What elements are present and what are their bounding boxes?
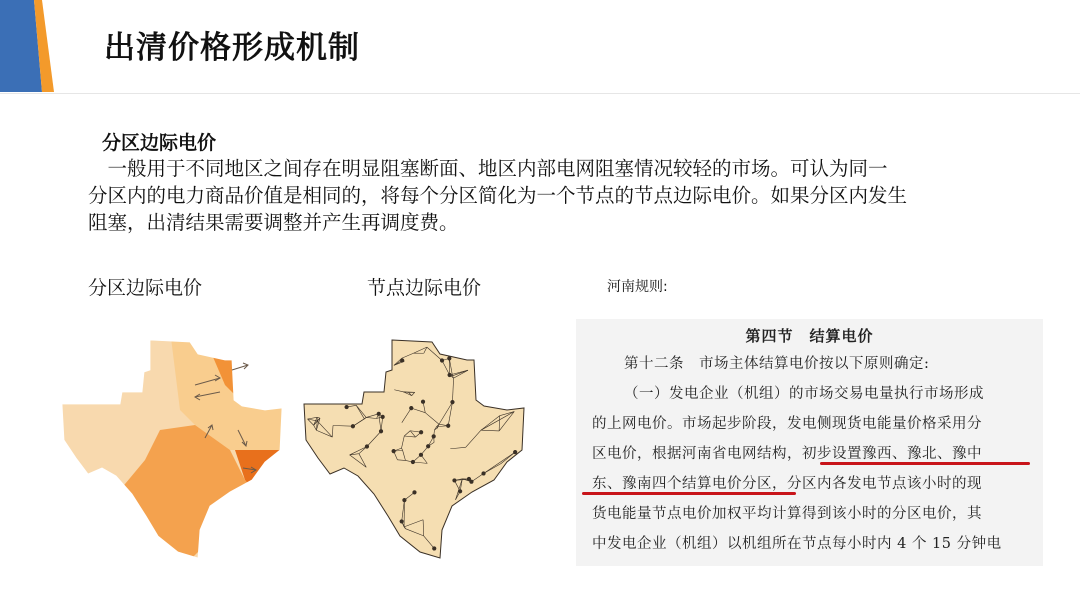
rule-line: 货电能量节点电价加权平均计算得到该小时的分区电价，其 [592,506,982,522]
rule-line: 区电价，根据河南省电网结构，初步设置豫西、豫北、豫中 [592,446,982,462]
henan-rules-label: 河南规则: [607,279,668,295]
network-node [403,498,407,502]
network-node [351,424,355,428]
zonal-map-caption: 分区边际电价 [88,277,203,299]
network-node [446,424,450,428]
zone-houston [235,450,300,505]
network-node [392,449,396,453]
network-node [419,430,423,434]
page-title: 出清价格形成机制 [104,30,360,66]
section-heading: 分区边际电价 [102,132,217,154]
section-paragraph [88,155,1038,236]
nodal-price-map [302,330,542,570]
network-node [400,359,404,363]
network-node [440,359,444,363]
rule-line: 中发电企业（机组）以机组所在节点每小时内 4 个 15 分钟电 [592,536,1002,552]
network-node [458,490,462,494]
rule-section-title: 第四节 结算电价 [745,327,874,345]
network-node [448,357,452,361]
rule-line: 东、豫南四个结算电价分区，分区内各发电节点该小时的现 [592,476,982,492]
network-node [381,415,385,419]
network-node [451,400,455,404]
network-node [411,460,415,464]
rule-line: 的上网电价。市场起步阶段，发电侧现货电能量价格采用分 [592,416,982,432]
network-node [400,520,404,524]
header-divider [0,93,1080,94]
network-node [413,491,417,495]
nodal-map-outline [304,340,524,558]
highlight-underline [582,492,796,495]
rule-line: （一）发电企业（机组）的市场交易电量执行市场形成 [624,386,984,402]
zonal-price-map [60,330,300,570]
network-node [377,412,381,416]
nodal-map-caption: 节点边际电价 [367,277,482,299]
network-node [345,405,349,409]
network-node [426,444,430,448]
network-node [513,450,517,454]
network-node [453,479,457,483]
header-accent-shape [0,0,56,92]
paragraph-line: 一般用于不同地区之间存在明显阻塞断面、地区内部电网阻塞情况较轻的市场。可认为同一 [88,157,888,180]
network-node [432,435,436,439]
rule-line: 第十二条 市场主体结算电价按以下原则确定: [624,356,930,372]
network-node [409,406,413,410]
network-node [419,453,423,457]
network-node [448,373,452,377]
paragraph-line: 分区内的电力商品价值是相同的，将每个分区简化为一个节点的节点边际电价。如果分区内发生 [88,184,908,207]
network-node [365,445,369,449]
network-node [379,429,383,433]
network-node [432,547,436,551]
highlight-underline [820,462,1030,465]
network-node [482,472,486,476]
network-node [467,477,471,481]
network-node [421,400,425,404]
paragraph-line: 阻塞，出清结果需要调整并产生再调度费。 [88,211,459,234]
henan-rule-excerpt [576,319,1043,566]
